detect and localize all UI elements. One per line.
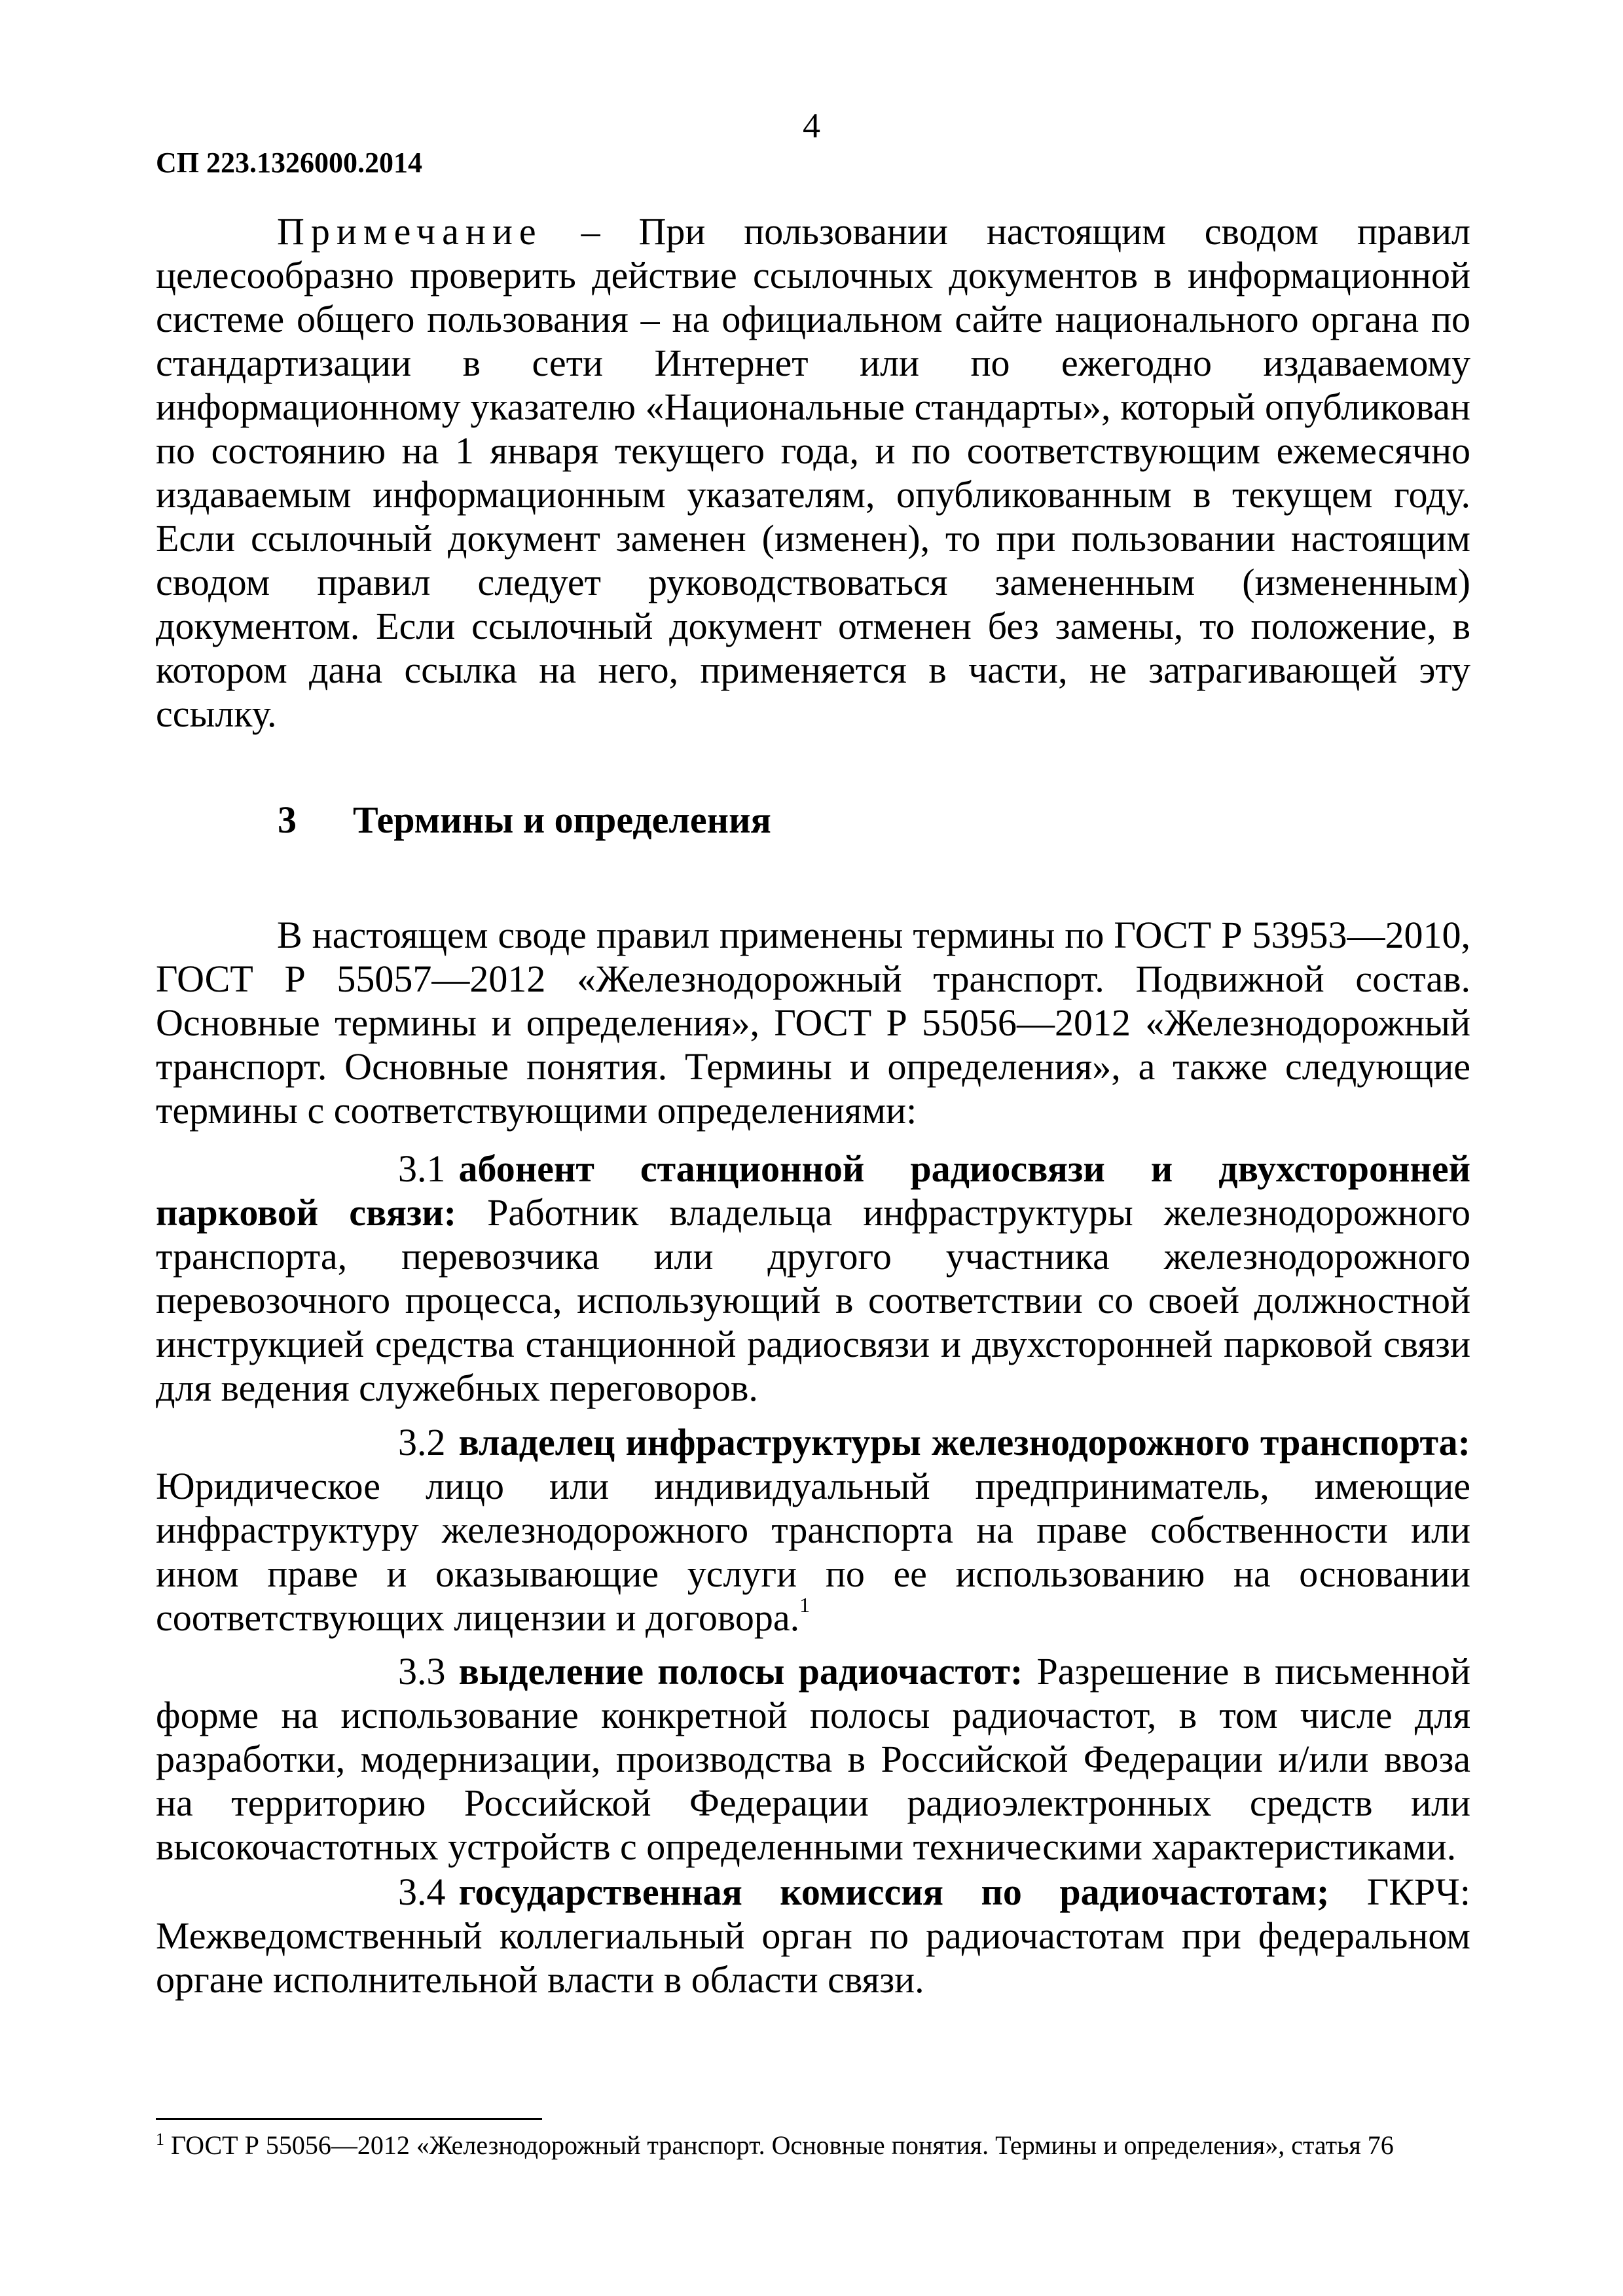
term-definition-text: ГКРЧ: Межведомственный коллегиальный орган по радиочастотам при федеральном органе исполнительной власти в области связи.	[156, 1871, 1470, 2001]
term-definition-3-1	[156, 1147, 1470, 1410]
intro-paragraph: В настоящем своде правил применены термины по ГОСТ Р 53953—2010, ГОСТ Р 55057—2012 «Железнодорожный транспорт. Подвижной состав. Основные термины и определения», ГОСТ Р 55056—2012 «Железнодорожный транспорт. Основные понятия. Термины и определения», а также следующие термины с соответствующими определениями:	[156, 914, 1470, 1132]
note-paragraph	[156, 209, 1470, 736]
term-definition-text: Разрешение в письменной форме на использование конкретной полосы радиочастот, в том числе для разработки, модернизации, производства в Российской Федерации и/или ввоза на территорию Российской Федерации радиоэлектронных средств или высокочастотных устройств с определенными техническими характеристиками.	[156, 1650, 1470, 1868]
document-code: СП 223.1326000.2014	[156, 147, 422, 179]
page-number: 4	[803, 106, 820, 145]
term-number: 3.4	[398, 1871, 446, 1913]
term-name: владелец инфраструктуры железнодорожного транспорта:	[458, 1421, 1470, 1463]
section-number: 3	[278, 798, 297, 841]
term-definition-3-2	[156, 1420, 1470, 1640]
note-text: – При пользовании настоящим сводом правил целесообразно проверить действие ссылочных документов в информационной системе общего пользования – на официальном сайте национального органа по стандартизации в сети Интернет или по ежегодно издаваемому информационному указателю «Национальные стандарты», который опубликован по состоянию на 1 января текущего года, и по соответствующим ежемесячно издаваемым информационным указателям, опубликованным в текущем году. Если ссылочный документ заменен (изменен), то при пользовании настоящим сводом правил следует руководствоваться замененным (измененным) документом. Если ссылочный документ отменен без замены, то положение, в котором дана ссылка на него, применяется в части, не затрагивающей эту ссылку.	[156, 210, 1471, 735]
term-definition-3-4	[156, 1870, 1470, 2001]
term-number: 3.2	[398, 1421, 446, 1463]
footnote-divider	[156, 2118, 542, 2120]
term-number: 3.3	[398, 1650, 446, 1693]
footnote	[156, 2128, 1470, 2162]
footnote-text: ГОСТ Р 55056—2012 «Железнодорожный транспорт. Основные понятия. Термины и определения», статья 76	[171, 2130, 1394, 2160]
footnote-marker: 1	[156, 2130, 164, 2149]
term-definition-text: Работник владельца инфраструктуры железнодорожного транспорта, перевозчика или другого участника железнодорожного перевозочного процесса, использующий в соответствии со своей должностной инструкцией средства станционной радиосвязи и двухсторонней парковой связи для ведения служебных переговоров.	[156, 1191, 1470, 1409]
term-number: 3.1	[398, 1147, 446, 1190]
term-name: выделение полосы радиочастот:	[458, 1650, 1023, 1693]
term-definition-text: Юридическое лицо или индивидуальный предприниматель, имеющие инфраструктуру железнодорожного транспорта на праве собственности или ином праве и оказывающие услуги по ее использованию на основании соответствующих лицензии и договора.	[156, 1465, 1470, 1639]
note-label: Примечание	[277, 210, 543, 253]
term-name: государственная комиссия по радиочастотам;	[458, 1871, 1330, 1913]
term-definition-3-3	[156, 1649, 1470, 1869]
section-title: Термины и определения	[353, 798, 771, 841]
section-heading	[278, 797, 771, 843]
footnote-reference: 1	[799, 1593, 811, 1617]
term-name: абонент станционной радиосвязи и двухсторонней парковой связи:	[156, 1147, 1470, 1234]
